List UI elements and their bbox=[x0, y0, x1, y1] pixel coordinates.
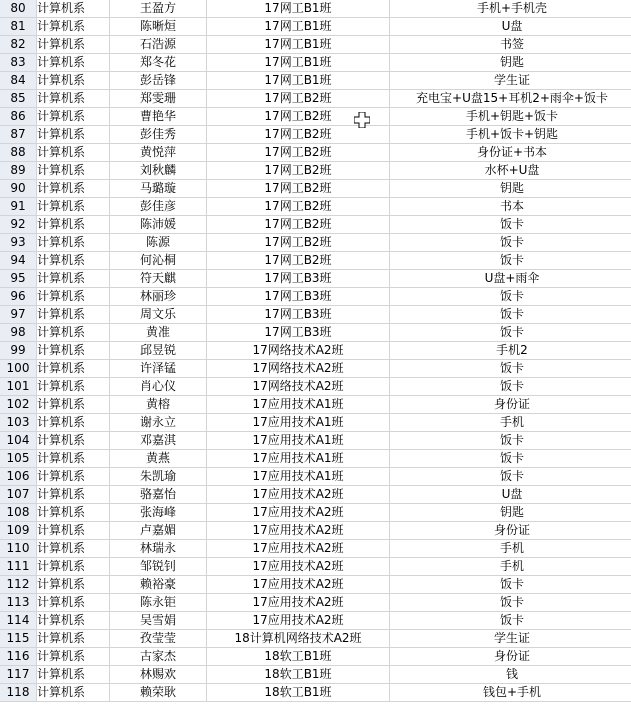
table-row bbox=[0, 468, 631, 486]
item-cell[interactable]: 学生证 bbox=[390, 72, 631, 90]
dept-cell[interactable]: 计算机系 bbox=[37, 198, 110, 216]
row-header[interactable]: 107 bbox=[0, 486, 37, 504]
dept-cell[interactable]: 计算机系 bbox=[37, 468, 110, 486]
item-cell[interactable]: 饭卡 bbox=[390, 234, 631, 252]
class-cell[interactable]: 17网工B2班 bbox=[207, 180, 390, 198]
item-cell[interactable]: 身份证 bbox=[390, 648, 631, 666]
dept-cell[interactable]: 计算机系 bbox=[37, 450, 110, 468]
row-header[interactable]: 86 bbox=[0, 108, 37, 126]
row-header[interactable]: 88 bbox=[0, 144, 37, 162]
row-header[interactable]: 114 bbox=[0, 612, 37, 630]
class-cell[interactable]: 17网工B2班 bbox=[207, 216, 390, 234]
class-cell[interactable]: 17应用技术A2班 bbox=[207, 612, 390, 630]
table-row bbox=[0, 522, 631, 540]
dept-cell[interactable]: 计算机系 bbox=[37, 36, 110, 54]
class-cell[interactable]: 18计算机网络技术A2班 bbox=[207, 630, 390, 648]
name-cell[interactable]: 吴雪娟 bbox=[110, 612, 207, 630]
table-row bbox=[0, 540, 631, 558]
table-row bbox=[0, 54, 631, 72]
dept-cell[interactable]: 计算机系 bbox=[37, 126, 110, 144]
name-cell[interactable]: 符天麒 bbox=[110, 270, 207, 288]
name-cell[interactable]: 黄悦萍 bbox=[110, 144, 207, 162]
row-header[interactable]: 117 bbox=[0, 666, 37, 684]
name-cell[interactable]: 邓嘉淇 bbox=[110, 432, 207, 450]
row-header[interactable]: 115 bbox=[0, 630, 37, 648]
name-cell[interactable]: 刘秋麟 bbox=[110, 162, 207, 180]
row-header[interactable]: 89 bbox=[0, 162, 37, 180]
row-header[interactable]: 97 bbox=[0, 306, 37, 324]
row-header[interactable]: 102 bbox=[0, 396, 37, 414]
class-cell[interactable]: 17网络技术A2班 bbox=[207, 360, 390, 378]
item-cell[interactable]: 书签 bbox=[390, 36, 631, 54]
item-cell[interactable]: 饭卡 bbox=[390, 288, 631, 306]
class-cell[interactable]: 17网工B3班 bbox=[207, 306, 390, 324]
name-cell[interactable]: 黄燕 bbox=[110, 450, 207, 468]
dept-cell[interactable]: 计算机系 bbox=[37, 342, 110, 360]
item-cell[interactable]: 饭卡 bbox=[390, 594, 631, 612]
table-row bbox=[0, 684, 631, 702]
item-cell[interactable]: 饭卡 bbox=[390, 252, 631, 270]
dept-cell[interactable]: 计算机系 bbox=[37, 666, 110, 684]
table-row bbox=[0, 144, 631, 162]
row-header[interactable]: 111 bbox=[0, 558, 37, 576]
item-cell[interactable]: 饭卡 bbox=[390, 216, 631, 234]
class-cell[interactable]: 17应用技术A2班 bbox=[207, 594, 390, 612]
dept-cell[interactable]: 计算机系 bbox=[37, 594, 110, 612]
class-cell[interactable]: 17网工B1班 bbox=[207, 72, 390, 90]
table-row bbox=[0, 270, 631, 288]
item-cell[interactable]: 饭卡 bbox=[390, 360, 631, 378]
name-cell[interactable]: 陈源 bbox=[110, 234, 207, 252]
dept-cell[interactable]: 计算机系 bbox=[37, 486, 110, 504]
name-cell[interactable]: 黄准 bbox=[110, 324, 207, 342]
item-cell[interactable]: 手机+饭卡+钥匙 bbox=[390, 126, 631, 144]
item-cell[interactable]: 钥匙 bbox=[390, 54, 631, 72]
dept-cell[interactable]: 计算机系 bbox=[37, 540, 110, 558]
dept-cell[interactable]: 计算机系 bbox=[37, 360, 110, 378]
item-cell[interactable]: 手机 bbox=[390, 540, 631, 558]
name-cell[interactable]: 邱昱锐 bbox=[110, 342, 207, 360]
class-cell[interactable]: 18软工B1班 bbox=[207, 666, 390, 684]
row-header[interactable]: 93 bbox=[0, 234, 37, 252]
dept-cell[interactable]: 计算机系 bbox=[37, 396, 110, 414]
item-cell[interactable]: 水杯+U盘 bbox=[390, 162, 631, 180]
item-cell[interactable]: 学生证 bbox=[390, 630, 631, 648]
name-cell[interactable]: 林丽珍 bbox=[110, 288, 207, 306]
dept-cell[interactable]: 计算机系 bbox=[37, 0, 110, 18]
name-cell[interactable]: 石浩源 bbox=[110, 36, 207, 54]
name-cell[interactable]: 曹艳华 bbox=[110, 108, 207, 126]
item-cell[interactable]: U盘 bbox=[390, 486, 631, 504]
name-cell[interactable]: 古家杰 bbox=[110, 648, 207, 666]
table-row bbox=[0, 324, 631, 342]
item-cell[interactable]: 饭卡 bbox=[390, 324, 631, 342]
name-cell[interactable]: 马璐璇 bbox=[110, 180, 207, 198]
class-cell[interactable]: 17网工B2班 bbox=[207, 126, 390, 144]
item-cell[interactable]: 饭卡 bbox=[390, 612, 631, 630]
row-header[interactable]: 82 bbox=[0, 36, 37, 54]
item-cell[interactable]: 钥匙 bbox=[390, 504, 631, 522]
name-cell[interactable]: 赖裕豪 bbox=[110, 576, 207, 594]
table-row bbox=[0, 108, 631, 126]
row-header[interactable]: 87 bbox=[0, 126, 37, 144]
row-header[interactable]: 113 bbox=[0, 594, 37, 612]
table-row bbox=[0, 666, 631, 684]
dept-cell[interactable]: 计算机系 bbox=[37, 288, 110, 306]
row-header[interactable]: 103 bbox=[0, 414, 37, 432]
class-cell[interactable]: 17网工B2班 bbox=[207, 108, 390, 126]
dept-cell[interactable]: 计算机系 bbox=[37, 324, 110, 342]
name-cell[interactable]: 朱凯瑜 bbox=[110, 468, 207, 486]
row-header[interactable]: 109 bbox=[0, 522, 37, 540]
class-cell[interactable]: 17网工B1班 bbox=[207, 36, 390, 54]
name-cell[interactable]: 郑雯珊 bbox=[110, 90, 207, 108]
name-cell[interactable]: 彭佳秀 bbox=[110, 126, 207, 144]
class-cell[interactable]: 17应用技术A2班 bbox=[207, 558, 390, 576]
class-cell[interactable]: 17网工B3班 bbox=[207, 270, 390, 288]
dept-cell[interactable]: 计算机系 bbox=[37, 522, 110, 540]
table-row bbox=[0, 504, 631, 522]
table-row bbox=[0, 558, 631, 576]
table-row bbox=[0, 162, 631, 180]
dept-cell[interactable]: 计算机系 bbox=[37, 306, 110, 324]
table-row bbox=[0, 360, 631, 378]
table-row bbox=[0, 396, 631, 414]
dept-cell[interactable]: 计算机系 bbox=[37, 18, 110, 36]
table-row bbox=[0, 486, 631, 504]
item-cell[interactable]: 饭卡 bbox=[390, 468, 631, 486]
table-row bbox=[0, 576, 631, 594]
dept-cell[interactable]: 计算机系 bbox=[37, 576, 110, 594]
name-cell[interactable]: 彭佳彦 bbox=[110, 198, 207, 216]
row-header[interactable]: 96 bbox=[0, 288, 37, 306]
class-cell[interactable]: 18软工B1班 bbox=[207, 648, 390, 666]
item-cell[interactable]: U盘+雨伞 bbox=[390, 270, 631, 288]
class-cell[interactable]: 17网工B1班 bbox=[207, 54, 390, 72]
dept-cell[interactable]: 计算机系 bbox=[37, 648, 110, 666]
name-cell[interactable]: 许泽锰 bbox=[110, 360, 207, 378]
item-cell[interactable]: 手机 bbox=[390, 558, 631, 576]
table-row bbox=[0, 198, 631, 216]
row-header[interactable]: 90 bbox=[0, 180, 37, 198]
name-cell[interactable]: 陈沛媛 bbox=[110, 216, 207, 234]
row-header[interactable]: 83 bbox=[0, 54, 37, 72]
name-cell[interactable]: 何沁桐 bbox=[110, 252, 207, 270]
class-cell[interactable]: 17应用技术A2班 bbox=[207, 576, 390, 594]
table-row bbox=[0, 252, 631, 270]
name-cell[interactable]: 骆嘉怡 bbox=[110, 486, 207, 504]
table-row bbox=[0, 36, 631, 54]
name-cell[interactable]: 林瑞永 bbox=[110, 540, 207, 558]
table-row bbox=[0, 306, 631, 324]
dept-cell[interactable]: 计算机系 bbox=[37, 270, 110, 288]
name-cell[interactable]: 谢永立 bbox=[110, 414, 207, 432]
class-cell[interactable]: 17网工B2班 bbox=[207, 144, 390, 162]
table-row bbox=[0, 216, 631, 234]
dept-cell[interactable]: 计算机系 bbox=[37, 108, 110, 126]
table-row bbox=[0, 432, 631, 450]
table-row bbox=[0, 612, 631, 630]
row-header[interactable]: 85 bbox=[0, 90, 37, 108]
item-cell[interactable]: 饭卡 bbox=[390, 576, 631, 594]
crosshair-cursor-icon bbox=[354, 112, 370, 128]
class-cell[interactable]: 17网络技术A2班 bbox=[207, 342, 390, 360]
item-cell[interactable]: 手机2 bbox=[390, 342, 631, 360]
name-cell[interactable]: 赖荣耿 bbox=[110, 684, 207, 702]
dept-cell[interactable]: 计算机系 bbox=[37, 90, 110, 108]
item-cell[interactable]: 饭卡 bbox=[390, 378, 631, 396]
table-row bbox=[0, 180, 631, 198]
name-cell[interactable]: 陈永钜 bbox=[110, 594, 207, 612]
class-cell[interactable]: 17网络技术A2班 bbox=[207, 378, 390, 396]
name-cell[interactable]: 卢嘉媚 bbox=[110, 522, 207, 540]
name-cell[interactable]: 林赐欢 bbox=[110, 666, 207, 684]
name-cell[interactable]: 肖心仪 bbox=[110, 378, 207, 396]
row-header[interactable]: 108 bbox=[0, 504, 37, 522]
class-cell[interactable]: 17应用技术A1班 bbox=[207, 450, 390, 468]
name-cell[interactable]: 陈晰烜 bbox=[110, 18, 207, 36]
row-header[interactable]: 84 bbox=[0, 72, 37, 90]
row-header[interactable]: 110 bbox=[0, 540, 37, 558]
class-cell[interactable]: 17网工B1班 bbox=[207, 18, 390, 36]
row-header[interactable]: 118 bbox=[0, 684, 37, 702]
item-cell[interactable]: 钱 bbox=[390, 666, 631, 684]
row-header[interactable]: 92 bbox=[0, 216, 37, 234]
class-cell[interactable]: 17应用技术A2班 bbox=[207, 486, 390, 504]
item-cell[interactable]: 钱包+手机 bbox=[390, 684, 631, 702]
class-cell[interactable]: 17应用技术A1班 bbox=[207, 468, 390, 486]
dept-cell[interactable]: 计算机系 bbox=[37, 684, 110, 702]
table-row bbox=[0, 18, 631, 36]
item-cell[interactable]: 手机+手机壳 bbox=[390, 0, 631, 18]
dept-cell[interactable]: 计算机系 bbox=[37, 234, 110, 252]
dept-cell[interactable]: 计算机系 bbox=[37, 432, 110, 450]
row-header[interactable]: 95 bbox=[0, 270, 37, 288]
name-cell[interactable]: 黄榕 bbox=[110, 396, 207, 414]
dept-cell[interactable]: 计算机系 bbox=[37, 72, 110, 90]
table-row bbox=[0, 378, 631, 396]
class-cell[interactable]: 17应用技术A2班 bbox=[207, 540, 390, 558]
row-header[interactable]: 101 bbox=[0, 378, 37, 396]
row-header[interactable]: 112 bbox=[0, 576, 37, 594]
row-header[interactable]: 116 bbox=[0, 648, 37, 666]
class-cell[interactable]: 17网工B2班 bbox=[207, 90, 390, 108]
table-row bbox=[0, 0, 631, 18]
item-cell[interactable]: 手机+钥匙+饭卡 bbox=[390, 108, 631, 126]
table-row bbox=[0, 594, 631, 612]
dept-cell[interactable]: 计算机系 bbox=[37, 180, 110, 198]
row-header[interactable]: 81 bbox=[0, 18, 37, 36]
dept-cell[interactable]: 计算机系 bbox=[37, 144, 110, 162]
class-cell[interactable]: 17网工B2班 bbox=[207, 234, 390, 252]
row-header[interactable]: 99 bbox=[0, 342, 37, 360]
row-header[interactable]: 105 bbox=[0, 450, 37, 468]
class-cell[interactable]: 17网工B3班 bbox=[207, 324, 390, 342]
item-cell[interactable]: 身份证 bbox=[390, 396, 631, 414]
table-row bbox=[0, 414, 631, 432]
table-row bbox=[0, 90, 631, 108]
row-header[interactable]: 80 bbox=[0, 0, 37, 18]
dept-cell[interactable]: 计算机系 bbox=[37, 558, 110, 576]
name-cell[interactable]: 周文乐 bbox=[110, 306, 207, 324]
table-row bbox=[0, 288, 631, 306]
table-row bbox=[0, 630, 631, 648]
item-cell[interactable]: 钥匙 bbox=[390, 180, 631, 198]
table-row bbox=[0, 648, 631, 666]
item-cell[interactable]: 饭卡 bbox=[390, 432, 631, 450]
dept-cell[interactable]: 计算机系 bbox=[37, 414, 110, 432]
dept-cell[interactable]: 计算机系 bbox=[37, 612, 110, 630]
row-header[interactable]: 94 bbox=[0, 252, 37, 270]
row-header[interactable]: 100 bbox=[0, 360, 37, 378]
class-cell[interactable]: 18软工B1班 bbox=[207, 684, 390, 702]
item-cell[interactable]: 饭卡 bbox=[390, 306, 631, 324]
name-cell[interactable]: 张海峰 bbox=[110, 504, 207, 522]
dept-cell[interactable]: 计算机系 bbox=[37, 162, 110, 180]
row-header[interactable]: 104 bbox=[0, 432, 37, 450]
item-cell[interactable]: 手机 bbox=[390, 414, 631, 432]
item-cell[interactable]: 身份证 bbox=[390, 522, 631, 540]
table-row bbox=[0, 126, 631, 144]
table-row bbox=[0, 450, 631, 468]
row-header[interactable]: 91 bbox=[0, 198, 37, 216]
dept-cell[interactable]: 计算机系 bbox=[37, 504, 110, 522]
dept-cell[interactable]: 计算机系 bbox=[37, 54, 110, 72]
dept-cell[interactable]: 计算机系 bbox=[37, 252, 110, 270]
class-cell[interactable]: 17网工B2班 bbox=[207, 162, 390, 180]
class-cell[interactable]: 17网工B3班 bbox=[207, 288, 390, 306]
dept-cell[interactable]: 计算机系 bbox=[37, 630, 110, 648]
class-cell[interactable]: 17网工B1班 bbox=[207, 0, 390, 18]
class-cell[interactable]: 17应用技术A2班 bbox=[207, 504, 390, 522]
dept-cell[interactable]: 计算机系 bbox=[37, 378, 110, 396]
item-cell[interactable]: U盘 bbox=[390, 18, 631, 36]
row-header[interactable]: 106 bbox=[0, 468, 37, 486]
item-cell[interactable]: 饭卡 bbox=[390, 450, 631, 468]
name-cell[interactable]: 彭岳锋 bbox=[110, 72, 207, 90]
item-cell[interactable]: 身份证+书本 bbox=[390, 144, 631, 162]
class-cell[interactable]: 17网工B2班 bbox=[207, 198, 390, 216]
class-cell[interactable]: 17应用技术A1班 bbox=[207, 432, 390, 450]
name-cell[interactable]: 郑冬花 bbox=[110, 54, 207, 72]
dept-cell[interactable]: 计算机系 bbox=[37, 216, 110, 234]
class-cell[interactable]: 17网工B2班 bbox=[207, 252, 390, 270]
item-cell[interactable]: 充电宝+U盘15+耳机2+雨伞+饭卡 bbox=[390, 90, 631, 108]
class-cell[interactable]: 17应用技术A1班 bbox=[207, 396, 390, 414]
table-row bbox=[0, 234, 631, 252]
class-cell[interactable]: 17应用技术A1班 bbox=[207, 414, 390, 432]
table-row bbox=[0, 342, 631, 360]
class-cell[interactable]: 17应用技术A2班 bbox=[207, 522, 390, 540]
name-cell[interactable]: 孜莹莹 bbox=[110, 630, 207, 648]
item-cell[interactable]: 书本 bbox=[390, 198, 631, 216]
table-row bbox=[0, 72, 631, 90]
row-header[interactable]: 98 bbox=[0, 324, 37, 342]
name-cell[interactable]: 邹锐钊 bbox=[110, 558, 207, 576]
name-cell[interactable]: 王盈方 bbox=[110, 0, 207, 18]
